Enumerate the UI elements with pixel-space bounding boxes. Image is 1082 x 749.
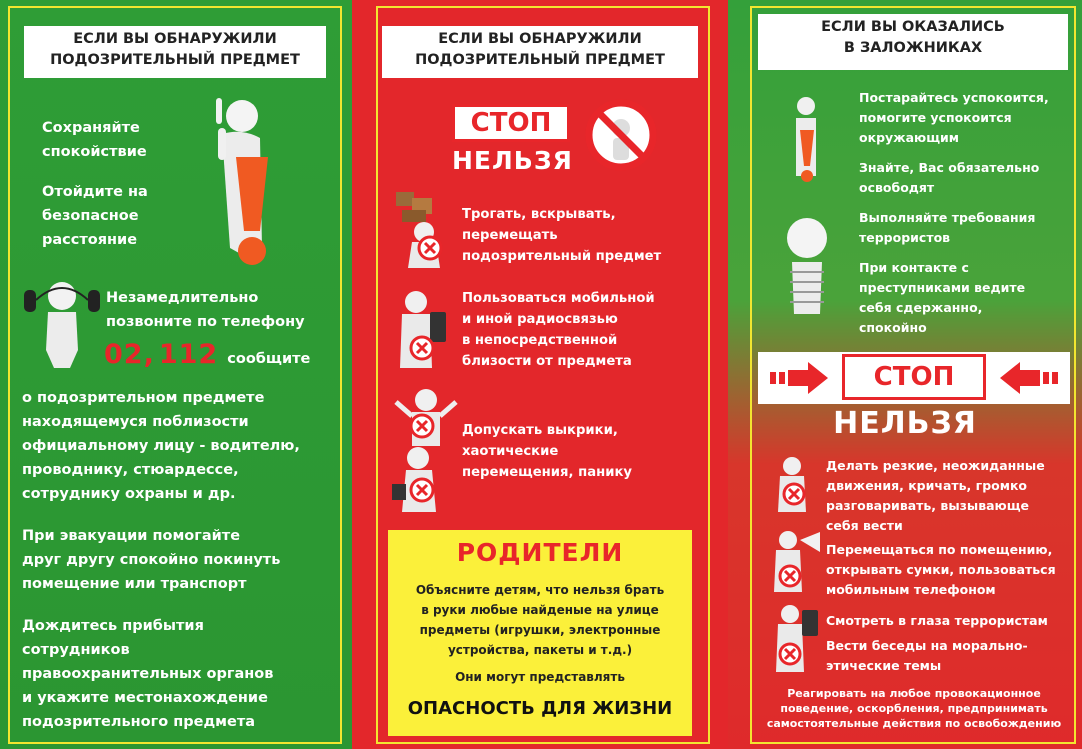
dont-moral-talks: Вести беседы на морально- этические темы <box>826 638 1028 673</box>
panic-figures-icon <box>392 388 462 518</box>
figure-phone-icon <box>22 280 102 370</box>
bag-icon <box>766 604 822 676</box>
danger-text: ОПАСНОСТЬ ДЛЯ ЖИЗНИ <box>407 698 673 719</box>
dont-eye-contact: Смотреть в глаза террористам <box>826 613 1048 628</box>
panel-header: ЕСЛИ ВЫ ОКАЗАЛИСЬ В ЗАЛОЖНИКАХ <box>758 14 1068 70</box>
stop-sign: СТОП <box>452 104 570 142</box>
phone-number-112: 112 <box>158 339 219 370</box>
calm-text: Сохраняйте спокойствие <box>42 120 147 160</box>
dont-sudden-moves: Делать резкие, неожиданные движения, кричать, громко разговаривать, вызывающе себя вести <box>826 458 1045 533</box>
parents-title: РОДИТЕЛИ <box>456 538 624 567</box>
megaphone-icon <box>766 530 822 596</box>
phone-line <box>104 340 310 374</box>
dont-move-around: Перемещаться по помещению, открывать сумки, пользоваться мобильным телефоном <box>826 542 1056 597</box>
parents-box <box>388 530 692 736</box>
figure-bound-icon <box>782 218 832 330</box>
call-text: Незамедлительно позвоните по телефону <box>106 290 305 330</box>
report-text: о подозрительном предмете находящемуся поблизости официальному лицу - водителю, проводнику, стюардессе, сотруднику охраны и др. <box>22 390 300 502</box>
figure-shouting-icon <box>766 456 818 514</box>
tip-calm: Постарайтесь успокоится, помогите успокоится окружающим <box>859 90 1049 145</box>
arrow-left-icon <box>998 362 1058 394</box>
stop-sign: СТОП <box>842 354 986 400</box>
tip-comply: Выполняйте требования террористов <box>859 210 1036 245</box>
header-line: ЕСЛИ ВЫ ОБНАРУЖИЛИ <box>73 31 277 47</box>
rule-touch: Трогать, вскрывать, перемещать подозрительный предмет <box>462 207 662 264</box>
distance-text: Отойдите на безопасное расстояние <box>42 184 148 248</box>
panel-suspicious-object-green <box>0 0 352 749</box>
forbidden-title: НЕЛЬЗЯ <box>452 146 573 175</box>
parents-note: Они могут представлять <box>455 670 625 684</box>
panel-header: ЕСЛИ ВЫ ОБНАРУЖИЛИ ПОДОЗРИТЕЛЬНЫЙ ПРЕДМЕТ <box>382 26 698 78</box>
panel-suspicious-object-red <box>352 0 728 749</box>
phone-separator: , <box>143 339 155 370</box>
panel-hostage <box>728 0 1082 749</box>
forbidden-title: НЕЛЬЗЯ <box>833 406 977 441</box>
forbidden-circle-icon <box>584 98 658 172</box>
parents-text: Объясните детям, что нельзя брать в руки любые найденые на улице предметы (игрушки, электронные устройства, пакеты и т.д.) <box>415 583 665 657</box>
boxes-icon <box>392 188 452 270</box>
figure-pointing-icon <box>786 96 826 192</box>
tip-contact: При контакте с преступниками ведите себя сдержанно, спокойно <box>859 260 1026 335</box>
wait-text: Дождитесь прибытия сотрудников правоохранительных органов и укажите местонахождение подозрительного предмета <box>22 618 274 730</box>
arrow-right-icon <box>770 362 830 394</box>
header-line: ПОДОЗРИТЕЛЬНЫЙ ПРЕДМЕТ <box>50 52 300 68</box>
evacuation-text: При эвакуации помогайте друг другу спокойно покинуть помещение или транспорт <box>22 528 281 592</box>
footer-note: Реагировать на любое провокационное поведение, оскорбления, предпринимать самостоятельные действия по освобождению <box>766 687 1062 730</box>
phone-number-02: 02 <box>104 339 144 370</box>
rule-mobile: Пользоваться мобильной и иной радиосвязью в непосредственной близости от предмета <box>462 291 655 369</box>
rule-panic: Допускать выкрики, хаотические перемещения, панику <box>462 423 633 480</box>
stop-band <box>758 352 1070 404</box>
exclamation-icon <box>232 155 272 267</box>
panel-header <box>24 26 326 78</box>
report-word: сообщите <box>227 351 311 367</box>
mobile-phone-icon <box>392 290 454 372</box>
tip-release: Знайте, Вас обязательно освободят <box>859 160 1040 195</box>
